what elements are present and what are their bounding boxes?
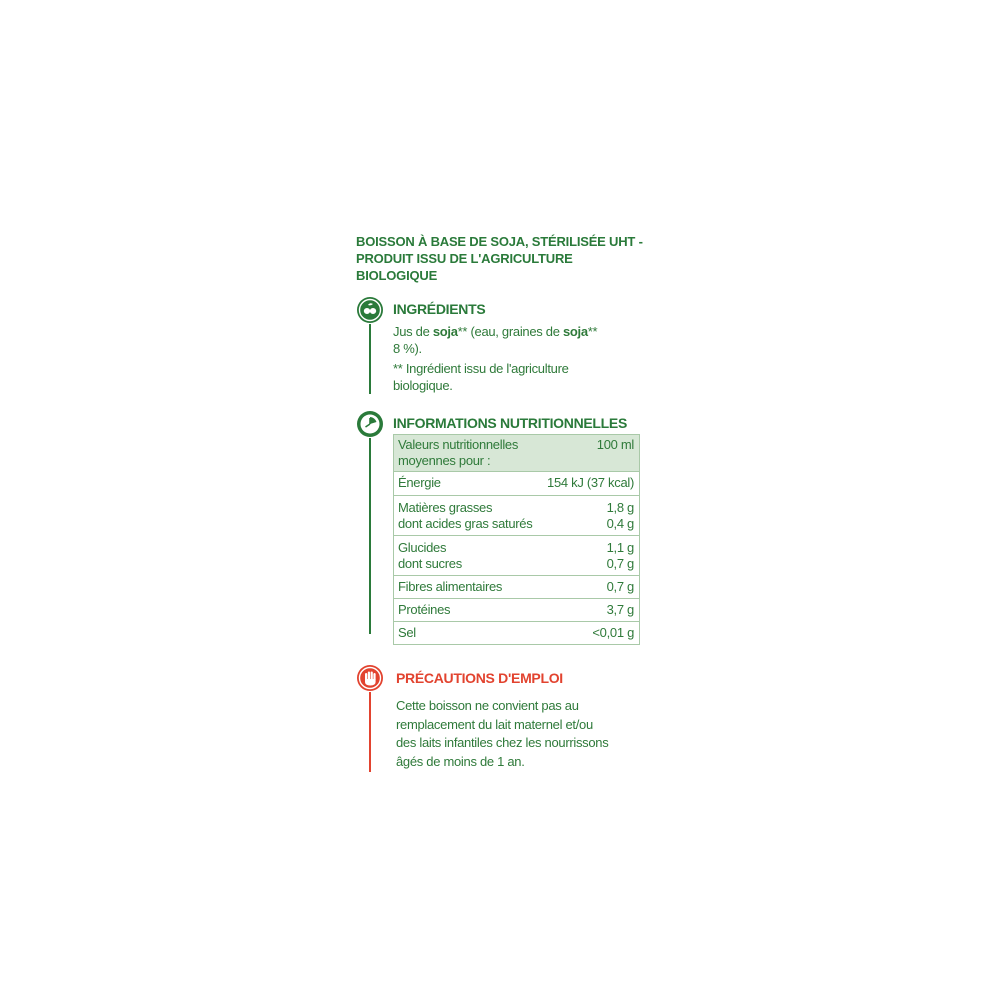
sat-label: dont acides gras saturés xyxy=(398,516,533,531)
fat-value: 1,8 g xyxy=(606,500,634,515)
ingredients-title: INGRÉDIENTS xyxy=(393,301,486,317)
nutrition-row-carbs xyxy=(394,535,639,575)
nutrition-header-row xyxy=(394,435,639,471)
product-title: BOISSON À BASE DE SOJA, STÉRILISÉE UHT - PRODUIT ISSU DE L'AGRICULTURE BIOLOGIQUE xyxy=(356,234,643,283)
nutrition-title: INFORMATIONS NUTRITIONNELLES xyxy=(393,415,627,431)
sat-value: 0,4 g xyxy=(606,516,634,531)
precautions-line xyxy=(369,692,371,772)
protein-value: 3,7 g xyxy=(606,602,634,617)
clock-icon xyxy=(356,410,384,438)
precaution-line-4: âgés de moins de 1 an. xyxy=(396,753,525,769)
fibre-label: Fibres alimentaires xyxy=(398,579,503,594)
fat-label: Matières grasses xyxy=(398,500,493,515)
precaution-line-1: Cette boisson ne convient pas au xyxy=(396,698,579,713)
ingredients-note-1: ** Ingrédient issu de l'agriculture xyxy=(393,361,569,376)
sugar-label: dont sucres xyxy=(398,556,462,571)
carb-value: 1,1 g xyxy=(606,540,634,555)
header-label-2: moyennes pour : xyxy=(398,453,491,468)
precautions-title: PRÉCAUTIONS D'EMPLOI xyxy=(396,670,563,686)
fibre-value: 0,7 g xyxy=(606,579,634,594)
ingredients-line-2: 8 %). xyxy=(393,341,422,356)
energy-label: Énergie xyxy=(398,475,441,490)
ingredients-note-2: biologique. xyxy=(393,378,453,393)
salt-label: Sel xyxy=(398,625,416,640)
header-value: 100 ml xyxy=(596,437,634,452)
nutrition-row-fat xyxy=(394,495,639,535)
header-label-1: Valeurs nutritionnelles xyxy=(398,437,519,452)
ingredients-icon xyxy=(356,296,384,324)
precaution-line-3: des laits infantiles chez les nourrissons xyxy=(396,735,609,750)
nutrition-line xyxy=(369,438,371,634)
protein-label: Protéines xyxy=(398,602,451,617)
nutrition-row-energy xyxy=(394,471,639,495)
energy-value: 154 kJ (37 kcal) xyxy=(547,475,634,490)
carb-label: Glucides xyxy=(398,540,447,555)
ingredients-line xyxy=(369,324,371,394)
precautions-text xyxy=(396,697,686,771)
ingredients-line-1: Jus de soja** (eau, graines de soja** xyxy=(393,324,598,339)
nutrition-row-salt xyxy=(394,621,639,644)
salt-value: <0,01 g xyxy=(592,625,634,640)
precaution-line-2: remplacement du lait maternel et/ou xyxy=(396,716,593,732)
hand-stop-icon xyxy=(356,664,384,692)
ingredients-text xyxy=(393,323,653,394)
nutrition-row-fibre xyxy=(394,575,639,598)
sugar-value: 0,7 g xyxy=(606,556,634,571)
nutrition-table xyxy=(393,434,640,645)
nutrition-row-protein xyxy=(394,598,639,621)
